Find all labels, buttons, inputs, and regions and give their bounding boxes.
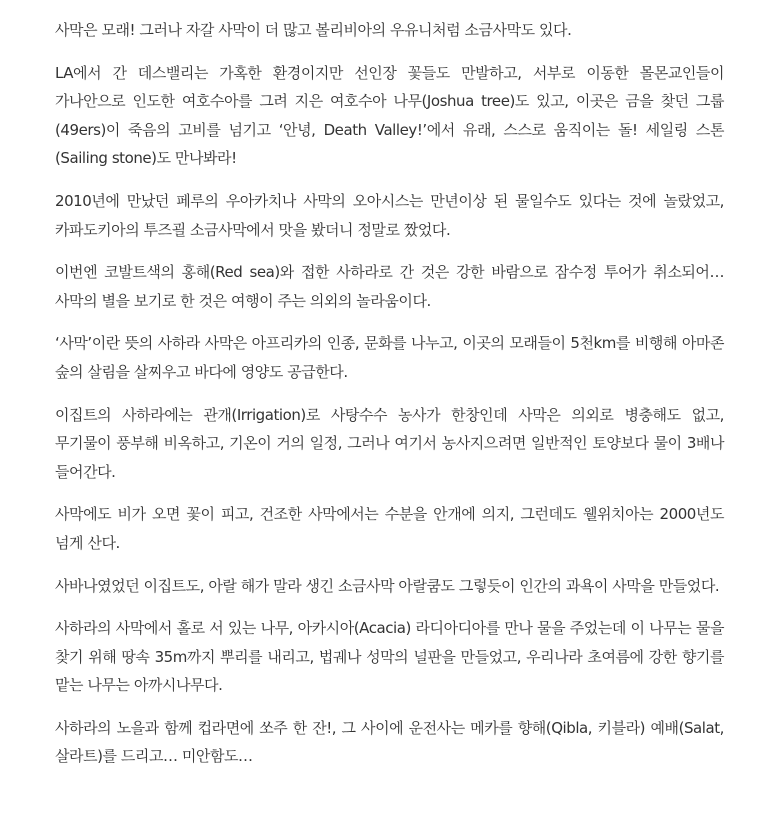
paragraph-salt-desert-intro: 사막은 모래! 그러나 자갈 사막이 더 많고 볼리비아의 우유니처럼 소금사막도 있다. [55, 21, 572, 39]
paragraph-peru-oasis: 2010년에 만났던 페루의 우아카치나 사막의 오아시스는 만년이상 된 물일수도 있다는 것에 놀랐었고, 카파도키아의 투즈괼 소금사막에서 맛을 봤더니 정말로 짰었다. [55, 191, 724, 239]
paragraph-desert-rain: 사막에도 비가 오면 꽃이 피고, 건조한 사막에서는 수분을 안개에 의지, 그런데도 웰위치아는 2000년도 넘게 산다. [55, 505, 724, 552]
paragraph-egypt-irrigation: 이집트의 사하라에는 관개(Irrigation)로 사탕수수 농사가 한창인데 사막은 의외로 병충해도 없고, 무기물이 풍부해 비옥하고, 기온이 거의 일정, 그러나 여기서 농사지으려면 일반적인 토양보다 물이 3배나 들어간다. [55, 405, 724, 481]
paragraph-red-sea: 이번엔 코발트색의 홍해(Red sea)와 접한 사하라로 간 것은 강한 바람으로 잠수정 투어가 취소되어… 사막의 별을 보기로 한 것은 여행이 주는 의외의 놀라움이다. [55, 263, 724, 310]
paragraph-sahara-sunset: 사하라의 노을과 함께 컵라면에 쏘주 한 잔!, 그 사이에 운전사는 메카를 향해(Qibla, 키블라) 예배(Salat, 살라트)를 드리고… 미안함도… [55, 718, 724, 766]
paragraph-sahara-meaning: ‘사막’이란 뜻의 사하라 사막은 아프리카의 인종, 문화를 나누고, 이곳의 모래들이 5천km를 비행해 아마존 숲의 살림을 살찌우고 바다에 영양도 공급한다. [55, 334, 724, 381]
paragraph-man-made-desert: 사바나였었던 이집트도, 아랄 해가 말라 생긴 소금사막 아랄쿰도 그렇듯이 인간의 과욕이 사막을 만들었다. [55, 576, 720, 595]
paragraph-death-valley: LA에서 간 데스밸리는 가혹한 환경이지만 선인장 꽃들도 만발하고, 서부로 이동한 몰몬교인들이 가나안으로 인도한 여호수아를 그려 지은 여호수아 나무(Joshua tree)도 있고, 이곳은 금을 찾던 그룹(49ers)이 죽음의 고비를 넘기고 ‘안녕, Death Valley!’에서 유래, 스스로 움직이는 돌! 세일링 스톤(Sailing stone)도 만나봐라! [55, 63, 724, 168]
paragraph-acacia-tree: 사하라의 사막에서 홀로 서 있는 나무, 아카시아(Acacia) 라디아디아를 만나 물을 주었는데 이 나무는 물을 찾기 위해 땅속 35m까지 뿌리를 내리고, 법궤나 성막의 널판을 만들었고, 우리나라 초여름에 강한 향기를 맡는 나무는 아까시나무다. [55, 619, 724, 695]
